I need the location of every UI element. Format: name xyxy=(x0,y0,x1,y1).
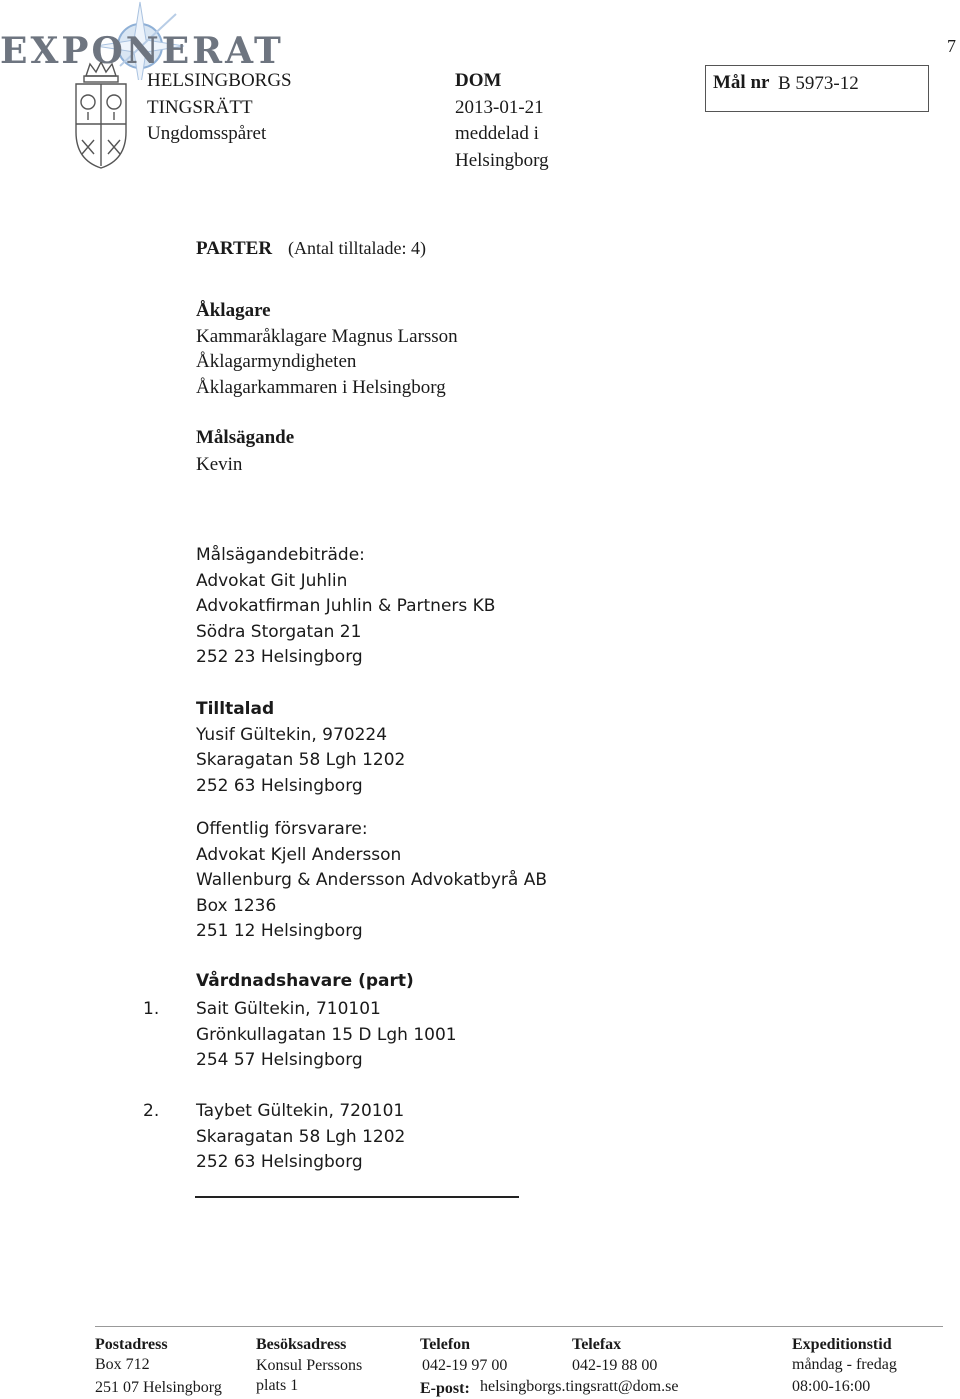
footer-visit-line: plats 1 xyxy=(256,1377,299,1394)
prosecutor-line: Åklagarkammaren i Helsingborg xyxy=(196,376,446,398)
injured-party-section xyxy=(196,424,294,478)
guardian-line: 252 63 Helsingborg xyxy=(196,1152,363,1172)
court-seal-icon xyxy=(70,62,132,170)
guardian-number: 2. xyxy=(143,1101,160,1121)
injured-counsel-line: Advokat Git Juhlin xyxy=(196,570,348,591)
case-number-box xyxy=(705,65,929,112)
court-division: Ungdomsspåret xyxy=(147,123,267,144)
section-end-rule xyxy=(195,1196,519,1198)
document-date: 2013-01-21 xyxy=(455,96,544,118)
defender-line: Offentlig försvarare: xyxy=(196,819,368,839)
injured-counsel-line: 252 23 Helsingborg xyxy=(196,647,363,667)
footer-phone-heading: Telefon xyxy=(420,1336,471,1353)
injured-counsel-line: Målsägandebiträde: xyxy=(196,545,365,565)
defender-line: Box 1236 xyxy=(196,895,277,916)
defender-line: Advokat Kjell Andersson xyxy=(196,844,402,865)
footer-fax: 042-19 88 00 xyxy=(572,1357,658,1374)
footer-hours-time: 08:00-16:00 xyxy=(792,1378,871,1395)
page-number: 7 xyxy=(947,36,956,56)
guardian-line: Taybet Gültekin, 720101 xyxy=(196,1101,405,1121)
document-type: DOM xyxy=(455,70,502,91)
guardian-line: 254 57 Helsingborg xyxy=(196,1050,363,1070)
footer-postal-line: 251 07 Helsingborg xyxy=(95,1379,222,1396)
guardians-heading: Vårdnadshavare (part) xyxy=(196,971,414,991)
defender-line: Wallenburg & Andersson Advokatbyrå AB xyxy=(196,870,548,890)
footer-postal-line: Box 712 xyxy=(95,1356,150,1373)
guardian-line: Skaragatan 58 Lgh 1202 xyxy=(196,1126,406,1147)
defender-line: 251 12 Helsingborg xyxy=(196,921,363,941)
parties-count: (Antal tilltalade: 4) xyxy=(288,238,426,258)
defendant-heading: Tilltalad xyxy=(196,699,275,719)
injured-counsel-line: Södra Storgatan 21 xyxy=(196,621,362,642)
document-given-at: meddelad i xyxy=(455,123,539,144)
footer-hours-heading: Expeditionstid xyxy=(792,1336,892,1353)
guardian-2 xyxy=(196,1099,405,1176)
injured-counsel-line: Advokatfirman Juhlin & Partners KB xyxy=(196,596,496,616)
public-defender-section xyxy=(196,817,547,945)
document-header xyxy=(455,68,549,174)
footer-email-label: E-post: xyxy=(420,1380,470,1397)
guardian-line: Sait Gültekin, 710101 xyxy=(196,999,381,1019)
court-name xyxy=(147,68,292,148)
footer-postal-heading: Postadress xyxy=(95,1336,168,1353)
footer-phone: 042-19 97 00 xyxy=(422,1357,508,1374)
parties-heading: PARTER xyxy=(196,238,273,259)
injured-party-name: Kevin xyxy=(196,454,243,475)
prosecutor-line: Åklagarmyndigheten xyxy=(196,351,357,372)
court-name-line: TINGSRÄTT xyxy=(147,96,253,118)
guardian-line: Grönkullagatan 15 D Lgh 1001 xyxy=(196,1024,457,1045)
defendant-line: Yusif Gültekin, 970224 xyxy=(196,724,388,745)
prosecutor-section xyxy=(196,298,458,400)
court-name-line: HELSINGBORGS xyxy=(147,70,292,91)
document-place: Helsingborg xyxy=(455,149,549,171)
injured-counsel-section xyxy=(196,543,495,671)
footer-hours-days: måndag - fredag xyxy=(792,1356,897,1373)
footer-email: helsingborgs.tingsratt@dom.se xyxy=(480,1378,679,1395)
defendant-section xyxy=(196,697,405,799)
footer-fax-heading: Telefax xyxy=(572,1336,622,1353)
prosecutor-heading: Åklagare xyxy=(196,300,271,321)
footer-visit-line: Konsul Perssons xyxy=(256,1357,363,1374)
defendant-line: 252 63 Helsingborg xyxy=(196,775,363,796)
case-number-label: Mål nr xyxy=(713,72,770,93)
guardian-1 xyxy=(196,997,457,1074)
footer-rule xyxy=(95,1326,943,1327)
guardian-number: 1. xyxy=(143,999,160,1019)
watermark-text: EXPONERAT xyxy=(0,30,284,72)
footer-visit-heading: Besöksadress xyxy=(256,1336,347,1353)
prosecutor-line: Kammaråklagare Magnus Larsson xyxy=(196,325,458,347)
case-number: B 5973-12 xyxy=(778,73,859,94)
defendant-line: Skaragatan 58 Lgh 1202 xyxy=(196,750,406,770)
injured-party-heading: Målsägande xyxy=(196,427,295,448)
